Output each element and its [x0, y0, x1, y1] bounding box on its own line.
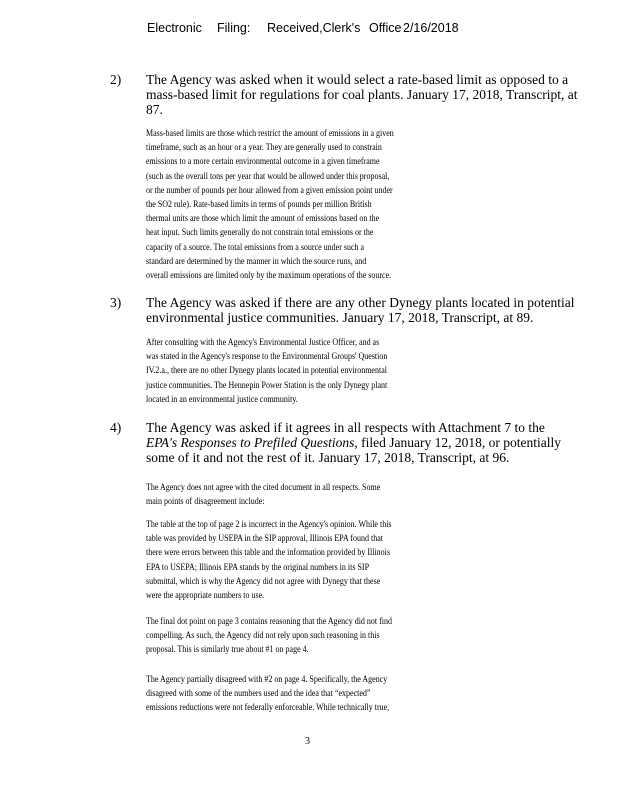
question-text — [146, 295, 574, 325]
question-text — [146, 72, 578, 117]
answer-line: standard are determined by the manner in which the source runs, and — [146, 256, 367, 267]
question-line: The Agency was asked if there are any other Dynegy plants located in potential — [146, 295, 575, 310]
answer-line: was stated in the Agency's response to the Environmental Groups' Question — [146, 352, 388, 363]
answer-line: The final dot point on page 3 contains reasoning that the Agency did not find — [146, 617, 393, 627]
answer-paragraph-2 — [146, 615, 392, 658]
question-line: The Agency was asked when it would select a rate-based limit as opposed to a — [146, 72, 569, 87]
answer-line: justice communities. The Hennepin Power Station is the only Dynegy plant — [146, 380, 388, 391]
header-received: Received,Clerk's — [267, 21, 361, 35]
answer-text — [146, 127, 394, 283]
question-line — [146, 435, 561, 450]
answer-line: After consulting with the Agency's Environmental Justice Officer, and as — [146, 338, 380, 348]
header-filing: Filing: — [217, 21, 251, 35]
answer-line: proposal. This is similarly true about #1 on page 4. — [146, 645, 309, 656]
question-line: some of it and not the rest of it. January 17, 2018, Transcript, at 96. — [146, 450, 510, 465]
question-line: mass-based limit for regulations for coal plants. January 17, 2018, Transcript, at — [146, 87, 578, 102]
header-office: Office — [369, 21, 402, 35]
answer-line: heat input. Such limits generally do not constrain total emissions or the — [146, 228, 374, 239]
header-electronic: Electronic — [147, 21, 202, 35]
answer-line: (such as the overall tons per year that would be allowed under this proposal, — [146, 171, 390, 182]
answer-line: overall emissions are limited only by the maximum operations of the source. — [146, 271, 392, 282]
answer-line: emissions to a more certain environmental outcome in a given timeframe — [146, 157, 380, 168]
answer-line: IV.2.a., there are no other Dynegy plants located in potential environmental — [146, 366, 387, 377]
answer-line: timeframe, such as an hour or a year. They are generally used to constrain — [146, 143, 382, 154]
answer-line: located in an environmental justice community. — [146, 394, 298, 405]
answer-line: or the number of pounds per hour allowed from a given emission point under — [146, 185, 393, 196]
attachment-title: EPA's Responses to Prefiled Questions — [146, 435, 355, 450]
answer-line: EPA to USEPA; Illinois EPA stands by the original numbers in its SIP — [146, 562, 370, 573]
question-number: 3) — [110, 295, 122, 310]
header-date: 2/16/2018 — [403, 21, 459, 35]
answer-line: The table at the top of page 2 is incorrect in the Agency's opinion. While this — [146, 520, 392, 530]
question-line: 87. — [146, 102, 163, 117]
answer-line: The Agency partially disagreed with #2 on page 4. Specifically, the Agency — [146, 675, 388, 685]
answer-line: the SO2 rule). Rate-based limits in terms of pounds per million British — [146, 200, 372, 211]
answer-paragraph-1 — [146, 518, 392, 603]
answer-line: main points of disagreement include: — [146, 497, 265, 508]
answer-line: compelling. As such, the Agency did not rely upon such reasoning in this — [146, 631, 380, 642]
question-number: 4) — [110, 420, 122, 435]
answer-paragraph-3 — [146, 673, 389, 716]
page-number: 3 — [305, 736, 310, 747]
answer-line: table was provided by USEPA in the SIP approval, Illinois EPA found that — [146, 534, 383, 545]
question-number: 2) — [110, 72, 122, 87]
question-line: The Agency was asked if it agrees in all respects with Attachment 7 to the — [146, 420, 545, 435]
question-line: environmental justice communities. January 17, 2018, Transcript, at 89. — [146, 310, 534, 325]
answer-text — [146, 336, 387, 407]
answer-line: Mass-based limits are those which restrict the amount of emissions in a given — [146, 129, 394, 139]
answer-line: The Agency does not agree with the cited document in all respects. Some — [146, 483, 381, 493]
answer-line: thermal units are those which limit the amount of emissions based on the — [146, 214, 380, 225]
answer-line: submittal, which is why the Agency did not agree with Dynegy that these — [146, 576, 381, 587]
answer-line: disagreed with some of the numbers used and the idea that “expected” — [146, 689, 371, 700]
answer-line: there were errors between this table and the information provided by Illinois — [146, 548, 391, 559]
answer-line: capacity of a source. The total emissions from a source under such a — [146, 242, 365, 253]
answer-intro — [146, 481, 380, 509]
question-text — [146, 420, 561, 465]
question-line-rest: , filed January 12, 2018, or potentially — [354, 435, 561, 450]
answer-line: were the appropriate numbers to use. — [146, 591, 265, 602]
answer-line: emissions reductions were not federally enforceable. While technically true, — [146, 703, 390, 714]
